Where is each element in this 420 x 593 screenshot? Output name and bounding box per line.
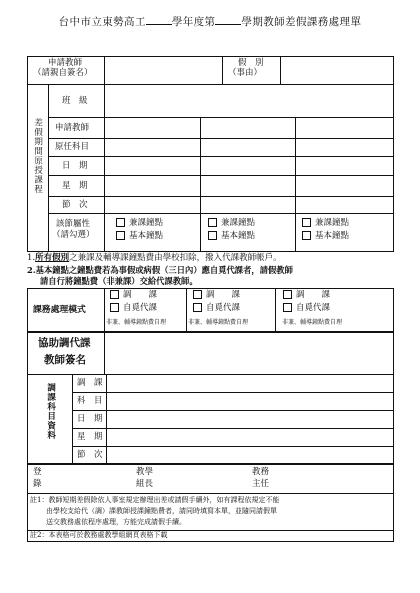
checkbox-icon[interactable] (208, 231, 217, 240)
checkbox-icon[interactable] (116, 218, 125, 227)
leave-type-field[interactable] (282, 58, 392, 82)
director-label: 教務 (252, 467, 270, 477)
swap-row-period: 節 次 (77, 450, 103, 460)
leave-section-label: 差假期間原授課程 (32, 118, 43, 194)
note-2: 2.基本鐘點之鐘點費若為事假或病假（三日內）應自覓代課者，請假教師 (27, 265, 293, 275)
row-weekday: 星 期 (62, 181, 88, 191)
lead-field[interactable] (160, 466, 248, 492)
register-label-2: 錄 (33, 479, 42, 489)
fee-option-parttime-1[interactable]: 兼課鐘點 (116, 218, 163, 229)
row-fee-type: 該節屬性 (56, 219, 91, 229)
lead-label-2: 組長 (136, 479, 154, 489)
checkbox-icon[interactable] (193, 290, 202, 299)
checkbox-icon[interactable] (193, 303, 202, 312)
handling-label: 課務處理模式 (33, 305, 86, 315)
year-blank[interactable] (146, 24, 172, 25)
checkbox-icon[interactable] (283, 303, 292, 312)
row-fee-type-note: （請勾選） (52, 230, 95, 240)
swap-row-date: 日 期 (77, 414, 103, 424)
swap-row-weekday: 星 期 (77, 432, 103, 442)
handling-note-2: 非兼、輔導鐘點費自理 (188, 319, 249, 326)
fee-option-parttime-2[interactable]: 兼課鐘點 (208, 218, 255, 229)
row-subject: 原任科目 (55, 142, 90, 152)
applicant-label: 申請教師 (48, 58, 83, 68)
checkbox-icon[interactable] (116, 231, 125, 240)
handling-self-2[interactable]: 自覓代課 (193, 303, 240, 314)
assist-sign-field[interactable] (106, 334, 392, 372)
handling-self-1[interactable]: 自覓代課 (110, 303, 157, 314)
form-title: 台中市立東勢高工 學年度第 學期教師差假課務處理單 (58, 16, 362, 28)
remark-1-line-1: 註1：教師短期差假除依人事室規定辦理出差或請假手續外，如有課程依規定不能 (30, 496, 280, 504)
handling-note-3: 非兼、輔導鐘點費自理 (282, 319, 343, 326)
director-label-2: 主任 (252, 479, 270, 489)
row-applicant: 申請教師 (55, 123, 90, 133)
checkbox-icon[interactable] (302, 231, 311, 240)
remark-1-line-2: 由學校支給代（調）課教師授課鐘點費者，請同時填寫本單，並隨同請假單 (46, 507, 277, 515)
checkbox-icon[interactable] (283, 290, 292, 299)
director-field[interactable] (276, 466, 392, 492)
leave-type-label-note: （事由） (228, 68, 263, 78)
register-field[interactable] (46, 466, 134, 492)
checkbox-icon[interactable] (110, 290, 119, 299)
handling-swap-2[interactable]: 調 課 (193, 290, 240, 301)
row-date: 日 期 (62, 161, 88, 171)
fee-option-base-1[interactable]: 基本鐘點 (116, 231, 163, 242)
swap-row-subject: 科 目 (77, 396, 103, 406)
handling-swap-1[interactable]: 調 課 (110, 290, 157, 301)
leave-type-label: 假 別 (238, 58, 264, 68)
swap-section-label: 調課科目資料 (45, 383, 56, 440)
semester-blank[interactable] (215, 24, 241, 25)
applicant-label-note: （請親自簽名） (33, 68, 93, 78)
fee-option-base-2[interactable]: 基本鐘點 (208, 231, 255, 242)
handling-self-3[interactable]: 自覓代課 (283, 303, 330, 314)
row-period: 節 次 (62, 200, 88, 210)
remark-1-line-3: 送交教務處依程序處理，方能完成請假手續。 (46, 518, 186, 526)
handling-note-1: 非兼、輔導鐘點費自理 (106, 319, 167, 326)
assist-sign-label: 協助調代課 (38, 337, 91, 349)
checkbox-icon[interactable] (110, 303, 119, 312)
checkbox-icon[interactable] (302, 218, 311, 227)
note-2-cont: 請自行將鐘點費（非兼課）交給代課教師。 (40, 276, 198, 286)
remark-2: 註2：本表格可於教務處教學組網頁表格下載 (30, 531, 168, 539)
register-label: 登 (33, 467, 42, 477)
fee-option-parttime-3[interactable]: 兼課鐘點 (302, 218, 349, 229)
swap-row-swap: 調 課 (77, 378, 103, 388)
row-class: 班 級 (62, 96, 88, 106)
handling-swap-3[interactable]: 調 課 (283, 290, 330, 301)
fee-option-base-3[interactable]: 基本鐘點 (302, 231, 349, 242)
assist-sign-label-2: 教師簽名 (44, 354, 86, 366)
checkbox-icon[interactable] (208, 218, 217, 227)
applicant-signature-field[interactable] (106, 58, 220, 82)
lead-label: 教學 (136, 467, 154, 477)
note-1: 1.所有假別之兼課及輔導課鐘點費由學校扣除，撥入代課教師帳戶。 (27, 253, 282, 263)
